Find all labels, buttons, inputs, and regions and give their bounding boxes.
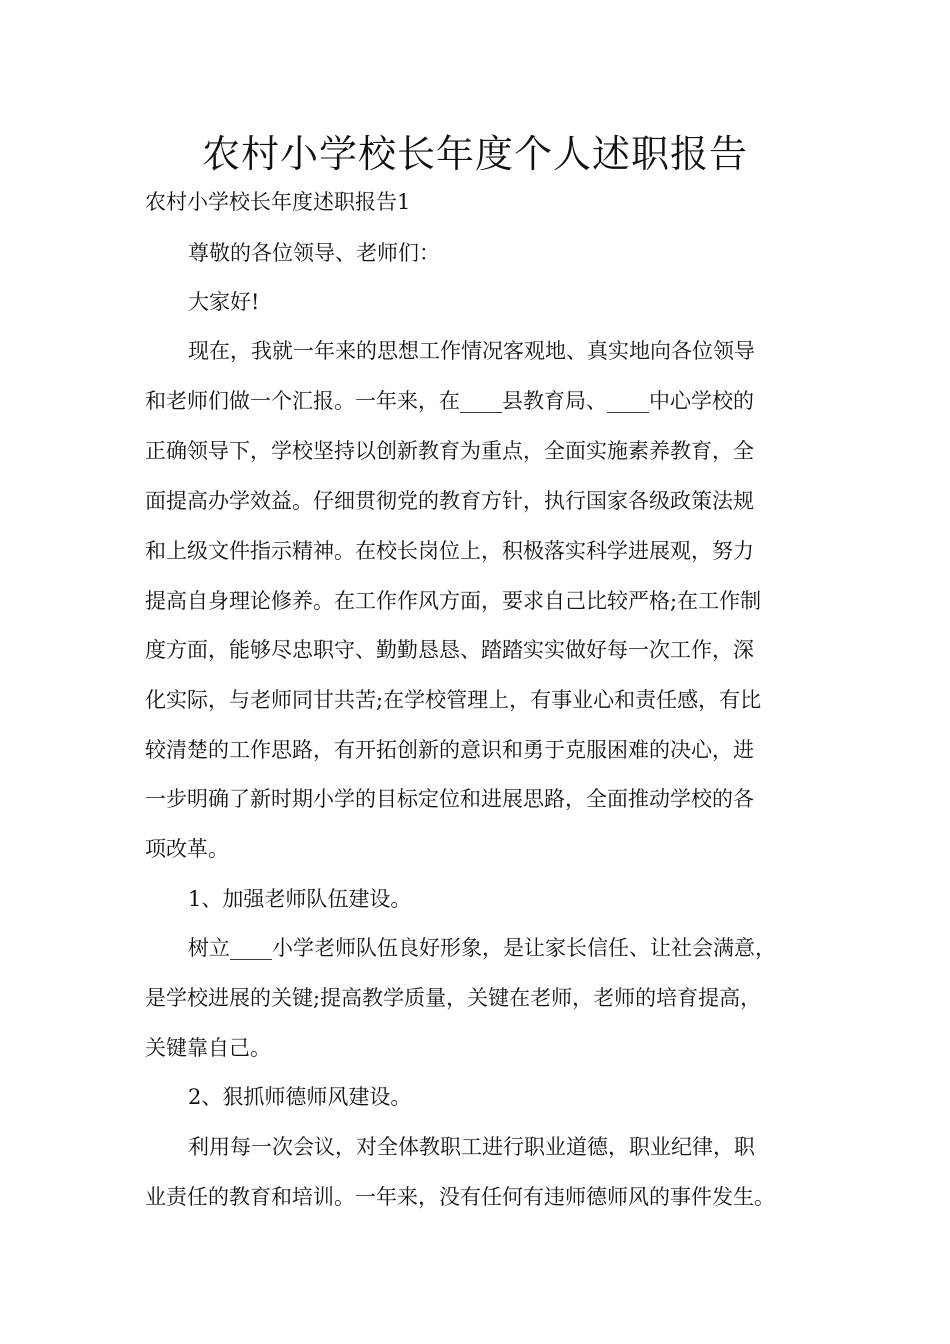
document-title: 农村小学校长年度个人述职报告 [201,132,748,176]
paragraph-line: 正确领导下，学校坚持以创新教育为重点，全面实施素养教育，全 [145,439,754,463]
paragraph-line: 一步明确了新时期小学的目标定位和进展思路，全面推动学校的各 [145,787,754,811]
paragraph-line: 较清楚的工作思路，有开拓创新的意识和勇于克服困难的决心，进 [145,738,754,762]
paragraph-line: 项改革。 [145,837,229,861]
paragraph-line: 现在，我就一年来的思想工作情况客观地、真实地向各位领导 [188,339,755,363]
paragraph-line: 利用每一次会议，对全体教职工进行职业道德，职业纪律，职 [188,1135,755,1159]
paragraph-line: 是学校进展的关键;提高教学质量，关键在老师，老师的培育提高， [145,986,762,1010]
list-heading-1: 1、加强老师队伍建设。 [188,887,412,911]
paragraph-line: 树立____小学老师队伍良好形象，是让家长信任、让社会满意， [188,936,776,960]
section-heading: 农村小学校长年度述职报告1 [145,190,411,214]
paragraph-line: 关键靠自己。 [145,1036,271,1060]
salutation: 尊敬的各位领导、老师们： [188,241,440,265]
paragraph-line: 度方面，能够尽忠职守、勤勤恳恳、踏踏实实做好每一次工作，深 [145,638,754,662]
list-heading-2: 2、狠抓师德师风建设。 [188,1085,412,1109]
paragraph-line: 和老师们做一个汇报。一年来，在____县教育局、____中心学校的 [145,389,754,413]
greeting: 大家好! [188,290,260,314]
paragraph-line: 提高自身理论修养。在工作作风方面，要求自己比较严格;在工作制 [145,589,762,613]
paragraph-line: 和上级文件指示精神。在校长岗位上，积极落实科学进展观，努力 [145,539,754,563]
paragraph-line: 化实际，与老师同甘共苦;在学校管理上，有事业心和责任感，有比 [145,688,762,712]
paragraph-line: 面提高办学效益。仔细贯彻党的教育方针，执行国家各级政策法规 [145,489,754,513]
paragraph-line: 业责任的教育和培训。一年来，没有任何有违师德师风的事件发生。 [145,1185,775,1209]
